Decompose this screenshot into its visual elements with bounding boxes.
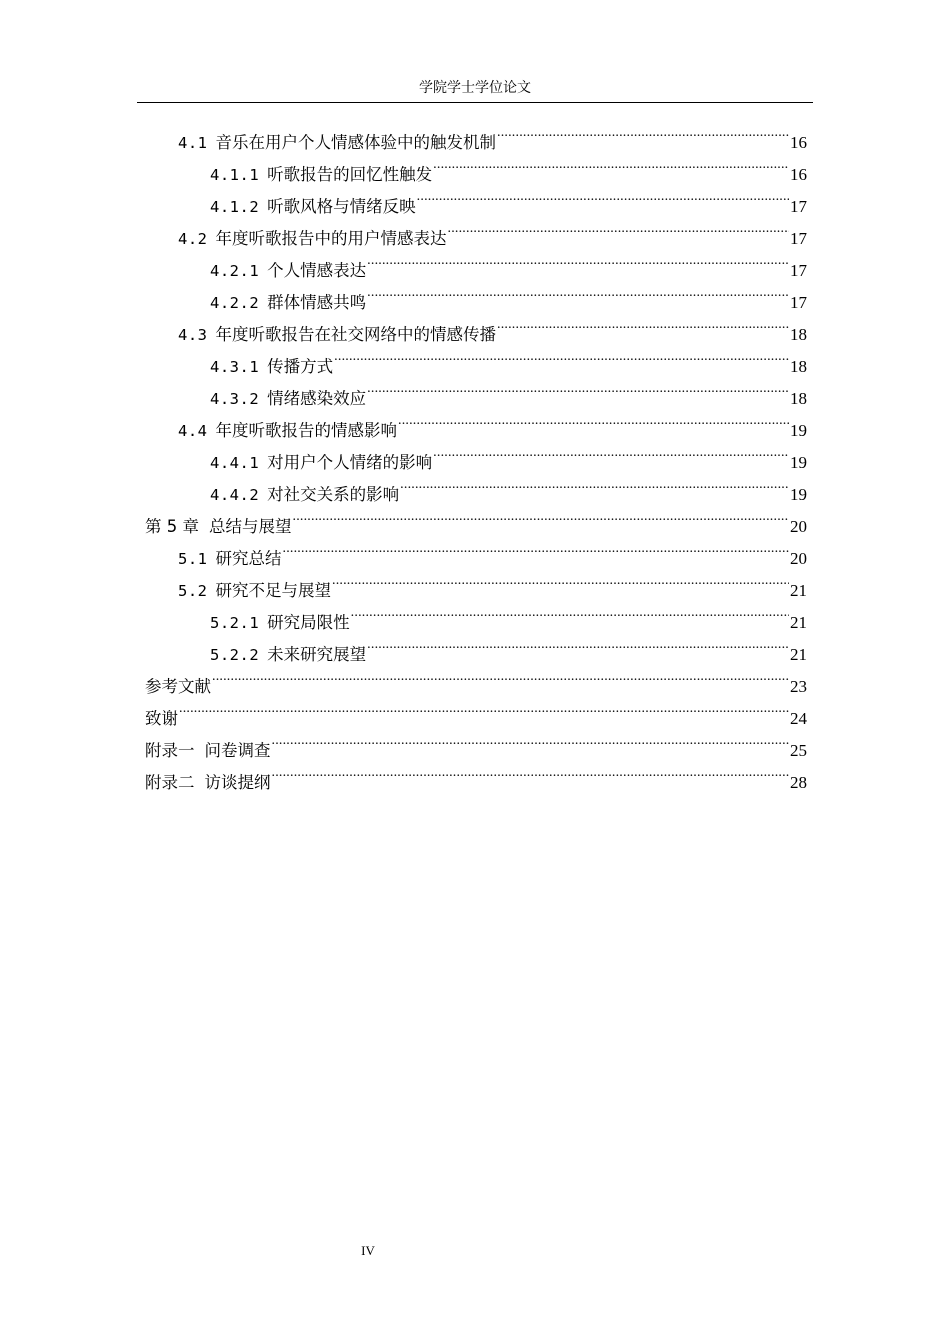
header-title: 学院学士学位论文 [419, 80, 531, 96]
toc-entry-page: 24 [790, 709, 807, 728]
toc-dot-leader [332, 564, 789, 596]
toc-entry-page: 28 [790, 773, 807, 792]
toc-entry-number: 4.3.2 [210, 390, 260, 408]
toc-dot-leader [334, 340, 789, 372]
toc-entry-page: 20 [790, 517, 807, 536]
toc-entry-title: 研究总结 [215, 549, 282, 568]
toc-entry-title: 对用户个人情绪的影响 [267, 453, 433, 472]
toc-entry-number: 第 5 章 [145, 517, 199, 536]
toc-entry-title: 研究局限性 [267, 613, 350, 632]
toc-dot-leader [400, 468, 789, 500]
toc-entry-title: 听歌报告的回忆性触发 [267, 165, 433, 184]
toc-entry-page: 17 [790, 261, 807, 280]
toc-entry-title: 群体情感共鸣 [267, 293, 367, 312]
toc-entry[interactable] [145, 724, 807, 760]
toc-entry-title: 传播方式 [267, 357, 334, 376]
toc-entry-number: 4.4.1 [210, 454, 260, 472]
toc-entry-page: 17 [790, 197, 807, 216]
toc-dot-leader [417, 180, 789, 212]
toc-dot-leader [448, 212, 790, 244]
toc-dot-leader [497, 308, 789, 340]
toc-dot-leader [433, 148, 789, 180]
toc-entry-title: 研究不足与展望 [215, 581, 331, 600]
toc-entry-title: 总结与展望 [209, 517, 292, 536]
page-footer [0, 1243, 736, 1259]
toc-entry-title: 对社交关系的影响 [267, 485, 400, 504]
toc-entry-title: 情绪感染效应 [267, 389, 367, 408]
toc-dot-leader [433, 436, 789, 468]
toc-entry-page: 19 [790, 453, 807, 472]
toc-dot-leader [272, 724, 790, 756]
toc-entry-title: 访谈提纲 [204, 773, 271, 792]
toc-dot-leader [283, 532, 790, 564]
toc-entry[interactable] [145, 116, 807, 152]
toc-entry-title: 年度听歌报告的情感影响 [215, 421, 397, 440]
toc-entry-title: 未来研究展望 [267, 645, 367, 664]
toc-entry-number: 5.2.1 [210, 614, 260, 632]
toc-entry-page: 23 [790, 677, 807, 696]
toc-entry-page: 17 [790, 293, 807, 312]
toc-entry-title: 问卷调查 [204, 741, 271, 760]
toc-dot-leader [351, 596, 789, 628]
toc-entry-title: 音乐在用户个人情感体验中的触发机制 [215, 133, 496, 152]
toc-entry-page: 21 [790, 581, 807, 600]
toc-entry-title: 听歌风格与情绪反映 [267, 197, 416, 216]
toc-dot-leader [293, 500, 790, 532]
toc-dot-leader [497, 116, 789, 148]
toc-entry-number: 4.2.1 [210, 262, 260, 280]
toc-entry-number: 4.1.2 [210, 198, 260, 216]
page-header [137, 78, 813, 103]
toc-entry-number: 附录二 [145, 773, 195, 792]
toc-entry-page: 19 [790, 485, 807, 504]
toc-entry-title: 致谢 [145, 709, 178, 728]
toc-entry-page: 21 [790, 613, 807, 632]
toc-entry-number: 4.2 [178, 230, 208, 248]
toc-entry-number: 4.4 [178, 422, 208, 440]
toc-entry-page: 18 [790, 357, 807, 376]
toc-entry-page: 20 [790, 549, 807, 568]
toc-entry-number: 5.2 [178, 582, 208, 600]
toc-entry-number: 5.2.2 [210, 646, 260, 664]
toc-entry-title: 年度听歌报告中的用户情感表达 [215, 229, 447, 248]
toc-dot-leader [367, 628, 789, 660]
toc-entry-number: 附录一 [145, 741, 195, 760]
toc-entry-title: 年度听歌报告在社交网络中的情感传播 [215, 325, 496, 344]
toc-entry-number: 4.1.1 [210, 166, 260, 184]
toc-entry-number: 4.4.2 [210, 486, 260, 504]
toc-entry-title: 参考文献 [145, 677, 211, 696]
footer-page-number: IV [361, 1243, 375, 1258]
toc-entry-number: 4.2.2 [210, 294, 260, 312]
toc-entry-page: 21 [790, 645, 807, 664]
toc-dot-leader [212, 660, 789, 692]
toc-entry-page: 25 [790, 741, 807, 760]
toc-entry-page: 18 [790, 325, 807, 344]
toc-entry-page: 17 [790, 229, 807, 248]
toc-dot-leader [272, 756, 790, 788]
toc-dot-leader [179, 692, 789, 724]
toc-entry-page: 16 [790, 133, 807, 152]
toc-entry[interactable] [145, 660, 807, 696]
toc-entry-number: 4.1 [178, 134, 208, 152]
toc-entry-number: 5.1 [178, 550, 208, 568]
toc-entry-title: 个人情感表达 [267, 261, 367, 280]
toc-dot-leader [398, 404, 789, 436]
toc-entry-page: 16 [790, 165, 807, 184]
toc-entry-page: 19 [790, 421, 807, 440]
toc-dot-leader [367, 244, 789, 276]
toc-dot-leader [367, 276, 789, 308]
toc-entry-page: 18 [790, 389, 807, 408]
table-of-contents [145, 116, 807, 792]
toc-entry-number: 4.3 [178, 326, 208, 344]
toc-dot-leader [367, 372, 789, 404]
toc-entry-number: 4.3.1 [210, 358, 260, 376]
toc-entry[interactable] [145, 692, 807, 728]
